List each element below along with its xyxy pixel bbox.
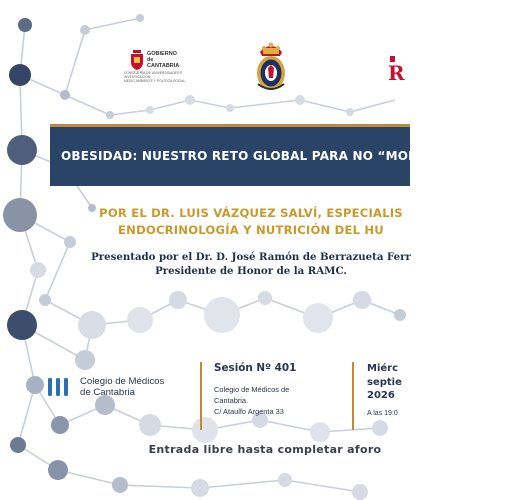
event-info-row	[0, 352, 400, 432]
title-banner	[50, 124, 440, 186]
event-time: A las 19:0	[367, 410, 398, 417]
cantabria-shield-icon	[130, 50, 144, 70]
divider	[200, 362, 202, 430]
speaker-line: POR EL DR. LUIS VÁZQUEZ SALVÍ, ESPECIALIS	[99, 206, 403, 220]
svg-text:R: R	[388, 61, 405, 85]
speaker-line: ENDOCRINOLOGÍA Y NUTRICIÓN DEL HU	[118, 223, 384, 237]
session-title: Sesión Nº 401	[214, 362, 297, 374]
academy-crest-icon	[252, 38, 290, 94]
logo-row	[0, 0, 405, 110]
divider	[352, 362, 354, 430]
partial-red-logo-icon	[388, 56, 404, 86]
government-name: GOBIERNO de CANTABRIA	[147, 51, 180, 69]
event-title: OBESIDAD: NUESTRO RETO GLOBAL PARA NO “MORIR”	[61, 149, 440, 163]
colegio-medicos-logo-icon	[47, 376, 69, 398]
organizer-name: Colegio de Médicos de Cantabria	[80, 376, 165, 398]
presenter-line: Presidente de Honor de la RAMC.	[155, 265, 347, 277]
presenter-line: Presentado por el Dr. D. José Ramón de Berrazueta Ferr	[91, 251, 411, 263]
government-department: CONSEJERÍA DE UNIVERSIDADES E INVESTIGACIÓN, MEDIO AMBIENTE Y POLÍTICA SOCIAL	[124, 71, 186, 83]
entry-note: Entrada libre hasta completar aforo	[148, 443, 382, 456]
event-date: Miérc septie 2026	[367, 363, 402, 401]
government-of-cantabria-logo	[124, 50, 202, 84]
session-address: Colegio de Médicos de Cantabria. C/ Ataulfo Argenta 33	[214, 385, 290, 416]
presenter-block	[86, 250, 416, 278]
speaker-block	[86, 205, 416, 239]
